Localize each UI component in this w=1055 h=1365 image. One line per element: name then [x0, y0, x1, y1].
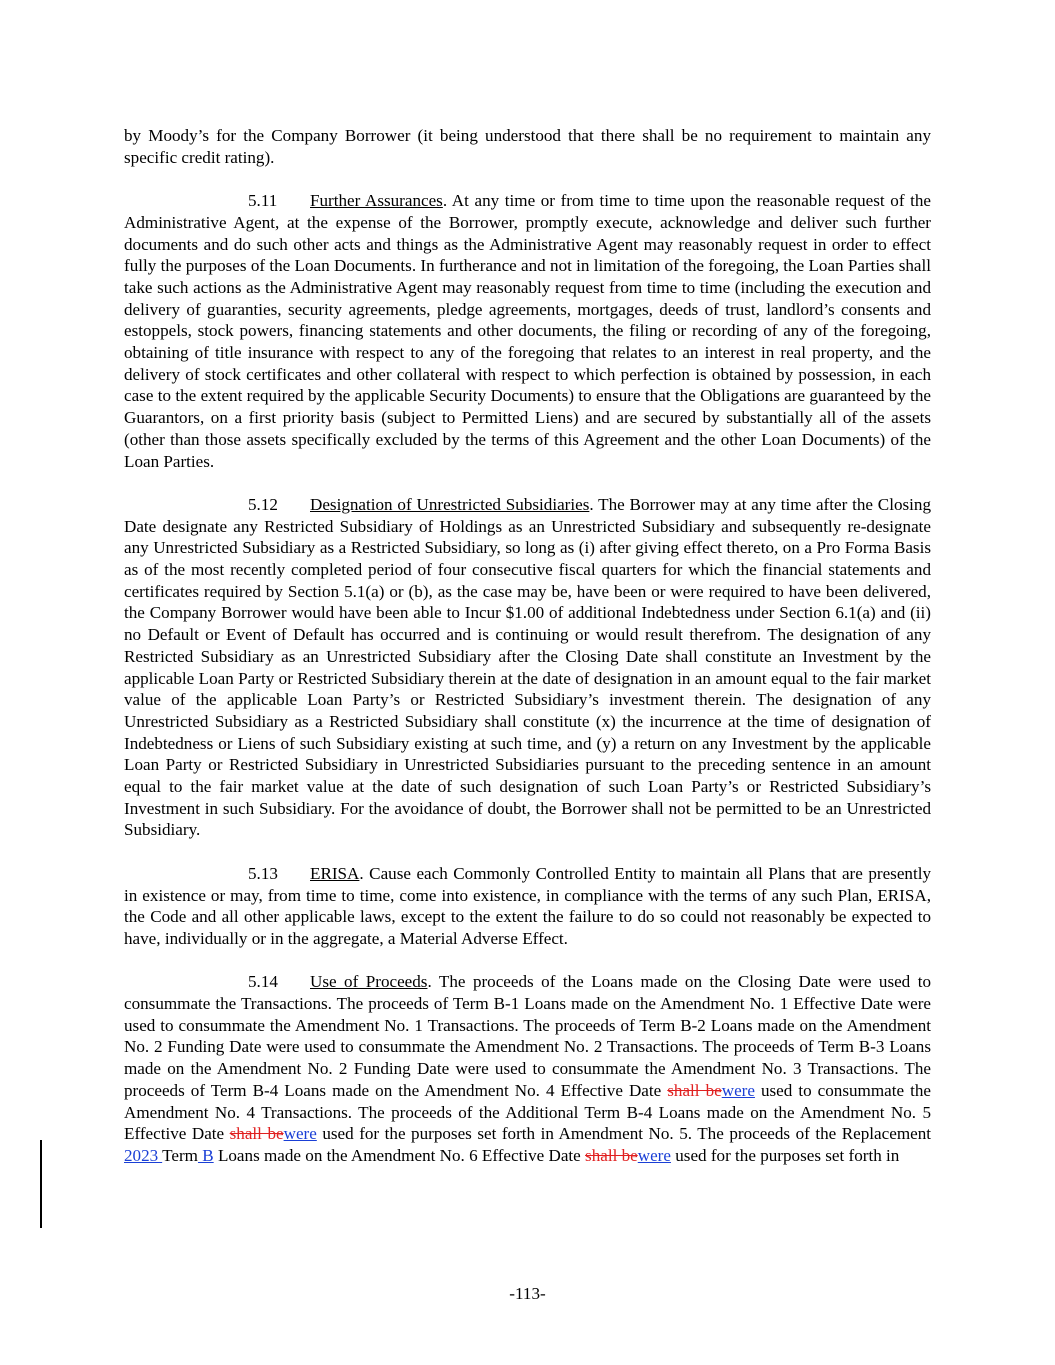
deleted-text: shall be [667, 1080, 722, 1100]
continuation-paragraph: by Moody’s for the Company Borrower (it being understood that there shall be no requirement to maintain any specific credit rating). [124, 126, 931, 167]
deleted-text: shall be [585, 1145, 638, 1165]
inserted-text: 2023 [124, 1145, 163, 1165]
section-5-13 [124, 863, 931, 950]
inserted-text: were [637, 1145, 671, 1165]
section-5-11 [124, 190, 931, 472]
inserted-text: B [197, 1145, 214, 1165]
section-heading: ERISA [310, 863, 360, 883]
section-body: Loans made on the Amendment No. 6 Effective Date [213, 1145, 586, 1165]
revision-change-bar [40, 1140, 42, 1228]
inserted-text: were [283, 1124, 317, 1144]
section-body: . The proceeds of the Loans made on the Closing Date were used to consummate the Transactions. The proceeds of Term B-1 Loans made on the Amendment No. 1 Effective Date were used to consummate the Amendment No. 1 Transactions. The proceeds of Term B-2 Loans made on the Amendment No. 2 Funding Date were used to consummate the Amendment No. 2 Transactions. The proceeds of Term B-3 Loans made on the Amendment No. 2 Funding Date were used to consummate the Amendment No. 3 Transactions. The proceeds of Term B-4 Loans made on the Amendment No. 4 Effective Date [124, 972, 931, 1100]
section-body: used for the purposes set forth in Amendment No. 5. The proceeds of the Replacement [316, 1124, 931, 1144]
section-5-12 [124, 494, 931, 841]
section-number: 5.12 [248, 494, 278, 514]
section-number: 5.13 [248, 863, 278, 883]
section-body: . Cause each Commonly Controlled Entity to maintain all Plans that are presently in existence or may, from time to time, come into existence, in compliance with the terms of any such Plan, ERISA, the Code and all other applicable laws, except to the extent the failure to do so could not reasonably be expected to have, individually or in the aggregate, a Material Adverse Effect. [124, 863, 931, 948]
section-body: used for the purposes set forth in [670, 1145, 900, 1165]
section-heading: Further Assurances [310, 191, 443, 211]
section-5-14 [124, 971, 931, 1166]
section-body: used to consummate the Amendment No. 4 Transactions. The proceeds of the Additional Term B-4 Loans made on the Amendment No. 5 Effective Date [124, 1080, 931, 1144]
section-heading: Use of Proceeds [310, 972, 428, 992]
section-heading: Designation of Unrestricted Subsidiaries [310, 494, 590, 514]
page-number: -113- [509, 1284, 546, 1303]
deleted-text: shall be [229, 1124, 284, 1144]
section-number: 5.11 [248, 191, 278, 211]
section-body: . At any time or from time to time upon the reasonable request of the Administrative Agent, at the expense of the Borrower, promptly execute, acknowledge and deliver such further documents and do such other acts and things as the Administrative Agent may reasonably request in order to effect fully the purposes of the Loan Documents. In furtherance and not in limitation of the foregoing, the Loan Parties shall take such actions as the Administrative Agent may reasonably request from time to time (including the execution and delivery of guaranties, security agreements, pledge agreements, mortgages, deeds of trust, landlord’s consents and estoppels, stock powers, financing statements and other documents, the filing or recording of any of the foregoing, obtaining of title insurance with respect to any of the foregoing that relates to an interest in real property, and the delivery of stock certificates and other collateral with respect to which perfection is obtained by possession, in each case to the extent required by the applicable Security Documents) to ensure that the Obligations are guaranteed by the Guarantors, on a first priority basis (subject to Permitted Liens) and are secured by substantially all of the assets (other than those assets specifically excluded by the terms of this Agreement and the other Loan Documents) of the Loan Parties. [124, 191, 932, 471]
section-body: . The Borrower may at any time after the Closing Date designate any Restricted Subsidiary of Holdings as an Unrestricted Subsidiary and subsequently re-designate any Unrestricted Subsidiary as a Restricted Subsidiary, so long as (i) after giving effect thereto, on a Pro Forma Basis as of the most recently completed period of four consecutive fiscal quarters for which the financial statements and certificates required by Section 5.1(a) or (b), as the case may be, have been or were required to have been delivered, the Company Borrower would have been able to Incur $1.00 of additional Indebtedness under Section 6.1(a) and (ii) no Default or Event of Default has occurred and is continuing or would result therefrom. The designation of any Restricted Subsidiary as an Unrestricted Subsidiary after the Closing Date shall constitute an Investment by the applicable Loan Party or Restricted Subsidiary therein at the date of designation in an amount equal to the fair market value of the applicable Loan Party’s or Restricted Subsidiary’s investment therein. The designation of any Unrestricted Subsidiary as a Restricted Subsidiary shall constitute (x) the incurrence at the time of designation of Indebtedness or Liens of such Subsidiary existing at such time, and (y) a return on any Investment by the applicable Loan Party or Restricted Subsidiary in Unrestricted Subsidiaries pursuant to the preceding sentence in an amount equal to the fair market value at the date of such designation of such Loan Party’s or Restricted Subsidiary’s Investment in such Subsidiary. For the avoidance of doubt, the Borrower shall not be permitted to be an Unrestricted Subsidiary. [124, 494, 931, 840]
section-number: 5.14 [248, 972, 278, 992]
document-page [124, 125, 931, 1188]
section-body: Term [162, 1145, 198, 1165]
inserted-text: were [721, 1080, 755, 1100]
